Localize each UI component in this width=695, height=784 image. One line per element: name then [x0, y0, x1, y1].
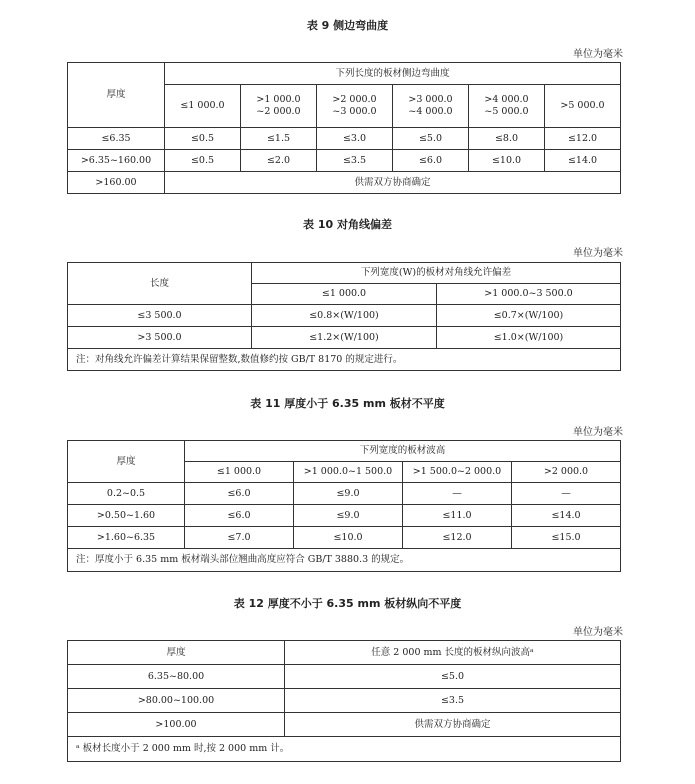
cell: ≤9.0: [294, 483, 403, 505]
table12-footnote: ᵃ 板材长度小于 2 000 mm 时,按 2 000 mm 计。: [68, 737, 621, 762]
cell: ≤8.0: [469, 128, 545, 150]
cell: ≤1.0×(W/100): [437, 327, 621, 349]
table9-col-4: >3 000.0 ~4 000.0: [393, 85, 469, 128]
table11-col-2: >1 000.0~1 500.0: [294, 462, 403, 483]
row-label: >80.00~100.00: [68, 689, 285, 713]
table11-unit: 单位为毫米: [573, 427, 623, 438]
cell: ≤3.5: [285, 689, 621, 713]
table11-col-4: >2 000.0: [512, 462, 621, 483]
table10-col-1: ≤1 000.0: [252, 284, 437, 305]
cell: ≤0.5: [165, 150, 241, 172]
table-row: [68, 483, 621, 505]
cell: ≤0.5: [165, 128, 241, 150]
table9-head-thickness: 厚度: [68, 63, 165, 128]
table10-note: 注：对角线允许偏差计算结果保留整数,数值修约按 GB/T 8170 的规定进行。: [68, 349, 621, 371]
cell: ≤7.0: [185, 527, 294, 549]
cell: ≤6.0: [185, 483, 294, 505]
cell: —: [512, 483, 621, 505]
cell: ≤11.0: [403, 505, 512, 527]
table9-col-1: ≤1 000.0: [165, 85, 241, 128]
table-row: [68, 150, 621, 172]
table12-title: 表 12 厚度不小于 6.35 mm 板材纵向不平度: [233, 597, 462, 610]
cell: ≤3.5: [317, 150, 393, 172]
table10: [67, 262, 621, 371]
table9-col-2: >1 000.0 ~2 000.0: [241, 85, 317, 128]
table9-col-3: >2 000.0 ~3 000.0: [317, 85, 393, 128]
row-label: >100.00: [68, 713, 285, 737]
table12: [67, 640, 621, 762]
table12-head-thickness: 厚度: [68, 641, 285, 665]
cell: ≤5.0: [393, 128, 469, 150]
table9-head-group: 下列长度的板材侧边弯曲度: [165, 63, 621, 85]
row-label: 0.2~0.5: [68, 483, 185, 505]
cell: ≤9.0: [294, 505, 403, 527]
table11-head-group: 下列宽度的板材波高: [185, 441, 621, 462]
table-row: [68, 505, 621, 527]
table9-col-5: >4 000.0 ~5 000.0: [469, 85, 545, 128]
cell: ≤0.8×(W/100): [252, 305, 437, 327]
cell: ≤1.5: [241, 128, 317, 150]
cell: ≤5.0: [285, 665, 621, 689]
cell: ≤14.0: [512, 505, 621, 527]
row-label: 6.35~80.00: [68, 665, 285, 689]
table10-col-2: >1 000.0~3 500.0: [437, 284, 621, 305]
table12-unit: 单位为毫米: [573, 627, 623, 638]
cell: —: [403, 483, 512, 505]
table-row: [68, 327, 621, 349]
table-row: [68, 172, 621, 194]
table10-unit: 单位为毫米: [573, 248, 623, 259]
table-row: [68, 527, 621, 549]
table9: [67, 62, 621, 194]
cell: 供需双方协商确定: [165, 172, 621, 194]
row-label: >160.00: [68, 172, 165, 194]
cell: ≤3.0: [317, 128, 393, 150]
cell: ≤6.0: [185, 505, 294, 527]
table11-note: 注：厚度小于 6.35 mm 板材端头部位翘曲高度应符合 GB/T 3880.3 的规定。: [68, 549, 621, 572]
table12-head-value: 任意 2 000 mm 长度的板材纵向波高ᵃ: [285, 641, 621, 665]
table-row: [68, 689, 621, 713]
cell: ≤10.0: [469, 150, 545, 172]
table-row: [68, 305, 621, 327]
row-label: ≤3 500.0: [68, 305, 252, 327]
table9-unit: 单位为毫米: [573, 49, 623, 60]
row-label: >1.60~6.35: [68, 527, 185, 549]
table11: [67, 440, 621, 572]
cell: ≤15.0: [512, 527, 621, 549]
cell: ≤0.7×(W/100): [437, 305, 621, 327]
table10-title: 表 10 对角线偏差: [303, 218, 392, 231]
row-label: >3 500.0: [68, 327, 252, 349]
cell: ≤1.2×(W/100): [252, 327, 437, 349]
cell: ≤2.0: [241, 150, 317, 172]
table-row: [68, 128, 621, 150]
cell: 供需双方协商确定: [285, 713, 621, 737]
table11-head-thickness: 厚度: [68, 441, 185, 483]
table11-col-1: ≤1 000.0: [185, 462, 294, 483]
table10-head-length: 长度: [68, 263, 252, 305]
table10-head-group: 下列宽度(W)的板材对角线允许偏差: [252, 263, 621, 284]
row-label: >0.50~1.60: [68, 505, 185, 527]
table-row: [68, 665, 621, 689]
cell: ≤6.0: [393, 150, 469, 172]
cell: ≤14.0: [545, 150, 621, 172]
row-label: ≤6.35: [68, 128, 165, 150]
table11-title: 表 11 厚度小于 6.35 mm 板材不平度: [250, 397, 445, 410]
table11-col-3: >1 500.0~2 000.0: [403, 462, 512, 483]
cell: ≤12.0: [403, 527, 512, 549]
table9-col-6: >5 000.0: [545, 85, 621, 128]
table-row: [68, 713, 621, 737]
cell: ≤12.0: [545, 128, 621, 150]
table9-title: 表 9 侧边弯曲度: [306, 19, 389, 32]
row-label: >6.35~160.00: [68, 150, 165, 172]
cell: ≤10.0: [294, 527, 403, 549]
